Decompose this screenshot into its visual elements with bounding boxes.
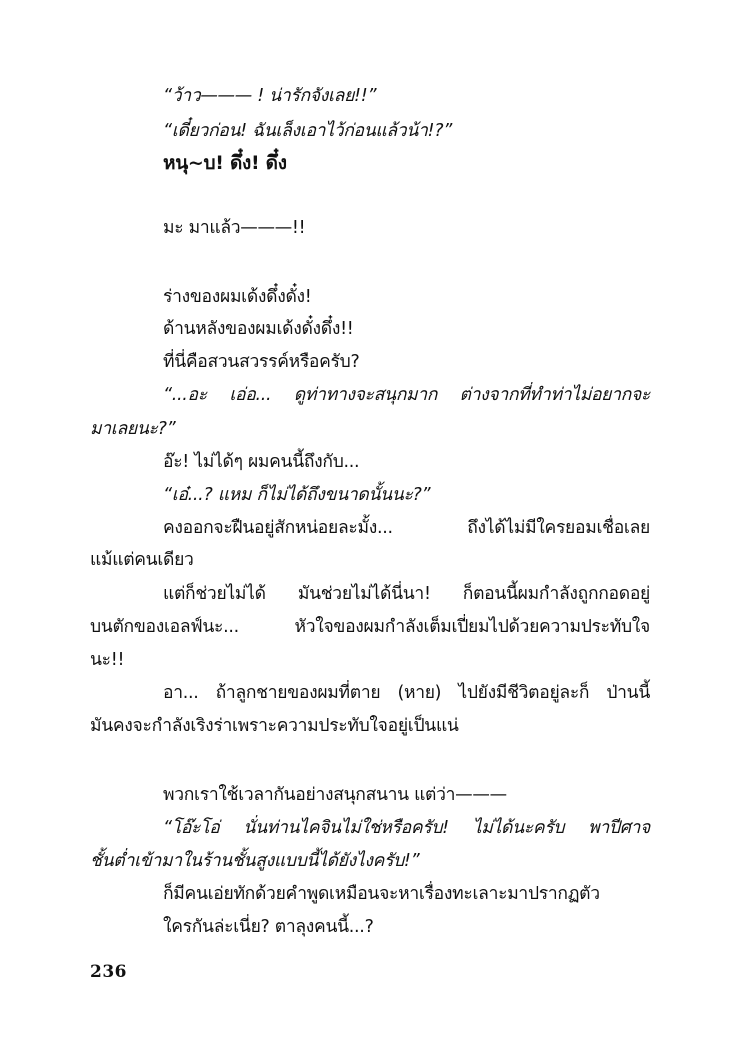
text-line: ที่นี่คือสวนสวรรค์หรือครับ? xyxy=(163,352,360,372)
text-line: มะ มาแล้ว———!! xyxy=(163,218,306,238)
text-line: พวกเราใช้เวลากันอย่างสนุกสนาน แต่ว่า——— xyxy=(163,785,507,805)
page-number: 236 xyxy=(90,962,127,982)
text-line: แม้แต่คนเดียว xyxy=(90,550,194,570)
text-line: หนุ~บ! ดึ๋ง! ดึ๋ง xyxy=(163,152,287,174)
text-line: อ๊ะ! ไม่ได้ๆ ผมคนนี้ถึงกับ... xyxy=(163,452,360,472)
text-line: ก็มีคนเอ่ยทักด้วยคำพูดเหมือนจะหาเรื่องทะเลาะมาปรากฏตัว xyxy=(163,884,600,904)
text-line: คงออกจะฝืนอยู่สักหน่อยละมั้ง... ถึงได้ไม่มีใครยอมเชื่อเลย xyxy=(163,518,650,538)
text-line: อา... ถ้าลูกชายของผมที่ตาย (หาย) ไปยังมีชีวิตอยู่ละก็ ป่านนี้ xyxy=(163,683,650,703)
text-line: “...อะ เอ่อ... ดูท่าทางจะสนุกมาก ต่างจากที่ทำท่าไม่อยากจะ xyxy=(163,385,650,405)
text-line: ด้านหลังของผมเด้งดั๋งดึ๋ง!! xyxy=(163,319,354,339)
text-line: ร่างของผมเด้งดึ๋งดั๋ง! xyxy=(163,287,312,307)
text-line: ชั้นต่ำเข้ามาในร้านชั้นสูงแบบนี้ได้ยังไงครับ!” xyxy=(90,851,420,871)
text-line: นะ!! xyxy=(90,650,125,670)
text-line: “โอ๊ะโอ่ นั่นท่านไคจินไม่ใช่หรือครับ! ไม่ได้นะครับ พาปีศาจ xyxy=(163,818,650,838)
text-line: “ว้าว——— ! น่ารักจังเลย!!” xyxy=(163,86,377,106)
text-line: บนตักของเอลฟ์นะ... หัวใจของผมกำลังเต็มเปี่ยมไปด้วยความประทับใจ xyxy=(90,617,650,637)
text-line: มาเลยนะ?” xyxy=(90,419,176,439)
text-line: มันคงจะกำลังเริงร่าเพราะความประทับใจอยู่เป็นแน่ xyxy=(90,716,459,736)
text-line: แต่ก็ช่วยไม่ได้ มันช่วยไม่ได้นี่นา! ก็ตอนนี้ผมกำลังถูกกอดอยู่ xyxy=(163,584,650,604)
text-line: ใครกันล่ะเนี่ย? ตาลุงคนนี้...? xyxy=(163,917,374,937)
text-line: “เอ๋...? แหม ก็ไม่ได้ถึงขนาดนั้นนะ?” xyxy=(163,485,431,505)
text-line: “เดี๋ยวก่อน! ฉันเล็งเอาไว้ก่อนแล้วน้า!?” xyxy=(163,121,452,141)
